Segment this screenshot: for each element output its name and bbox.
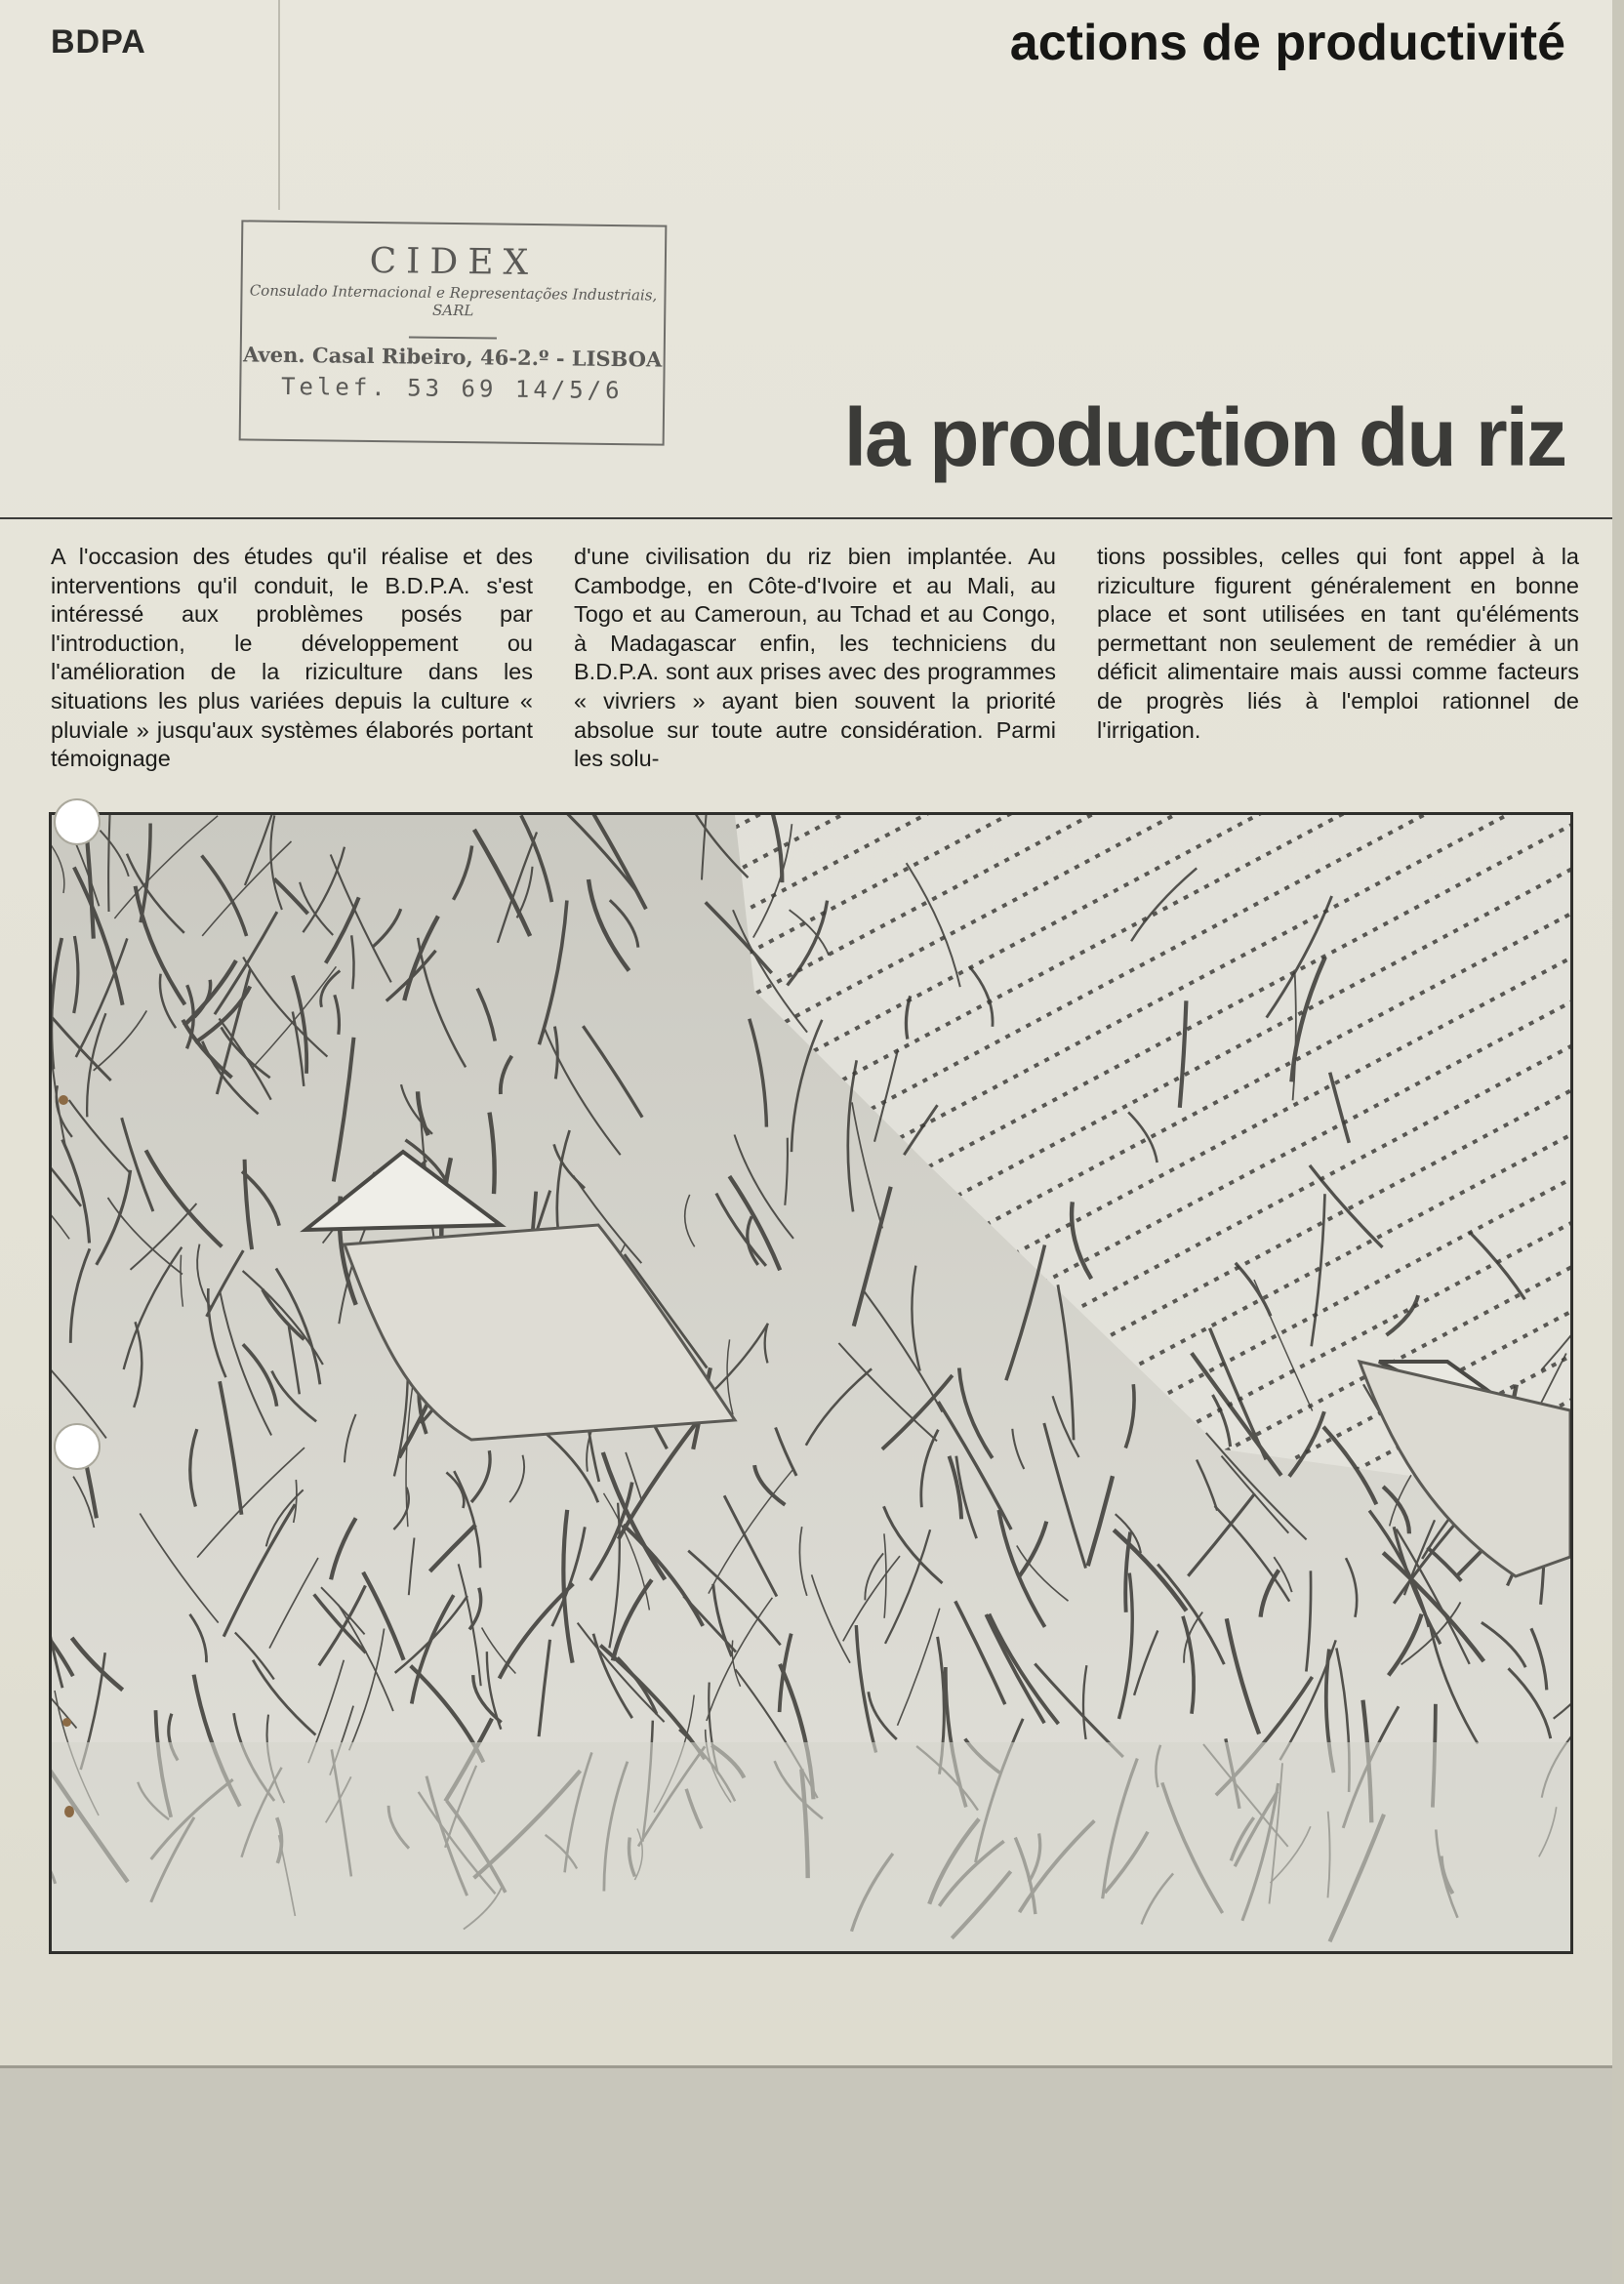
header-divider [0, 517, 1612, 519]
article-column-1: A l'occasion des études qu'il réalise et des interventions qu'il conduit, le B.D.P.A. s'est intéressé aux problèmes posés par l'introduction, le développement ou l'amélioration de la riziculture dans les situations les plus variées depuis la culture « pluviale » jusqu'aux systèmes élaborés portant témoignage [51, 544, 533, 772]
page-title: la production du riz [843, 391, 1565, 483]
stamp-company: Consulado Internacional e Representações Industriais, SARL [249, 281, 658, 320]
bdpa-logo: BDPA [51, 23, 146, 61]
series-title: actions de productivité [1009, 15, 1565, 71]
stamp-name: CIDEX [369, 240, 539, 284]
page-bottom-strip [0, 2065, 1612, 2284]
punch-hole-bottom [54, 1423, 101, 1470]
article-column-2: d'une civilisation du riz bien implantée. Au Cambodge, en Côte-d'Ivoire et au Mali, au Togo et au Cameroun, au Tchad et au Congo, à Madagascar enfin, les techniciens du B.D.P.A. sont aux prises avec des programmes « vivriers » ayant bien souvent la priorité absolue sur toute autre considération. Parmi les solu- [574, 544, 1056, 772]
article-column-3: tions possibles, celles qui font appel à la riziculture figurent généralement en bonne place et sont utilisées en tant qu'éléments permettant non seulement de remédier à un déficit alimentaire mais aussi comme facteurs de progrès liés à l'emploi rationnel de l'irrigation. [1097, 544, 1579, 743]
stamp-divider [409, 336, 497, 339]
punch-hole-top [54, 798, 101, 845]
stamp-address: Aven. Casal Ribeiro, 46-2.º - LISBOA [242, 342, 663, 372]
cidex-stamp [239, 220, 668, 445]
rust-spot [62, 1718, 71, 1727]
page-edge [1612, 0, 1624, 2284]
rust-spot [64, 1806, 74, 1817]
stamp-phone: Telef. 53 69 14/5/6 [280, 372, 624, 405]
rust-spot [59, 1095, 68, 1105]
photo-illustration [52, 815, 1570, 1951]
fold-line [278, 0, 280, 210]
rice-paddy-photo [49, 812, 1573, 1954]
